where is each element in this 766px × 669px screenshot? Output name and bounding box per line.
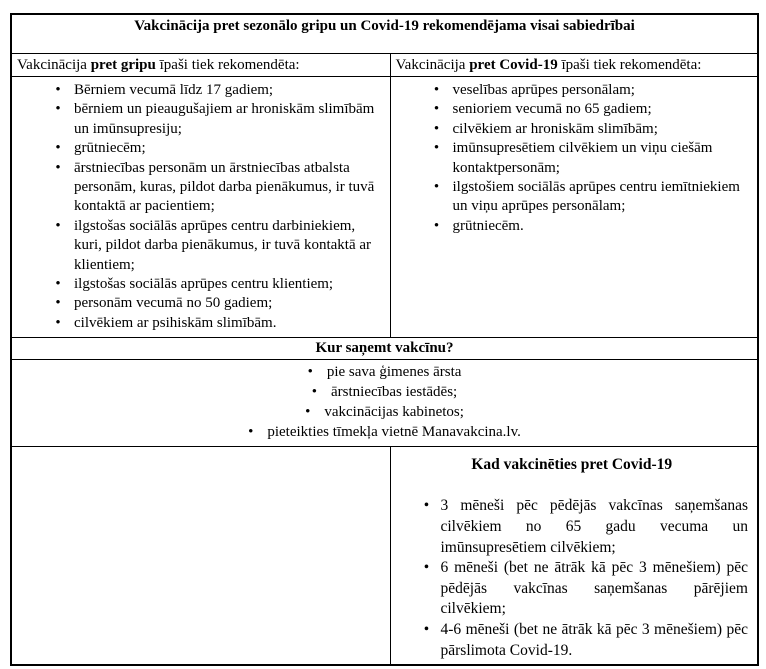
- list-item: [391, 100, 756, 119]
- page-title: Vakcinācija pret sezonālo gripu un Covid-19 rekomendējama visai sabiedrībai: [134, 18, 635, 34]
- bullet-icon: •: [55, 140, 61, 157]
- bullet-icon: •: [433, 120, 440, 137]
- when-section-cell: [390, 447, 758, 665]
- covid-header-suffix: īpaši tiek rekomendēta:: [557, 57, 702, 73]
- list-item-text: grūtniecēm.: [452, 217, 524, 234]
- flu-header-prefix: Vakcinācija: [17, 57, 91, 73]
- list-item-text: ārstniecības iestādēs;: [331, 384, 458, 401]
- list-item: [12, 423, 757, 443]
- flu-recommendations-cell: [11, 77, 390, 338]
- list-item: [12, 383, 757, 403]
- vaccination-info-table: [10, 13, 759, 666]
- when-section-title: Kad vakcinēties pret Covid-19: [471, 456, 673, 474]
- where-section-title: Kur saņemt vakcīnu?: [315, 340, 454, 357]
- list-item: [12, 217, 388, 275]
- covid-recommendations-list: [391, 81, 756, 236]
- bullet-icon: •: [433, 217, 440, 234]
- bullet-icon: •: [55, 159, 61, 176]
- where-section-title-cell: [11, 338, 758, 360]
- covid-recommendations-cell: [390, 77, 758, 338]
- flu-column-header: [11, 54, 390, 77]
- list-item-text: Bērniem vecumā līdz 17 gadiem;: [74, 82, 274, 98]
- list-item-text: 4-6 mēneši (bet ne ātrāk kā pēc 3 mēnešiem) pēc pārslimota Covid-19.: [440, 621, 748, 659]
- list-item-text: pie sava ģimenes ārsta: [326, 364, 462, 381]
- list-item-text: veselības aprūpes personālam;: [452, 82, 635, 98]
- list-item: [391, 496, 754, 558]
- list-item: [12, 363, 757, 383]
- table-title-cell: [11, 14, 758, 54]
- bullet-icon: •: [423, 621, 430, 639]
- list-item: [391, 120, 756, 139]
- bullet-icon: •: [55, 101, 61, 118]
- list-item-text: 3 mēneši pēc pēdējās vakcīnas saņemšanas cilvēkiem no 65 gadu vecuma un imūnsupresētiem cilvēkiem;: [440, 497, 748, 556]
- bullet-icon: •: [433, 140, 440, 157]
- list-item-text: pieteikties tīmekļa vietnē Manavakcina.lv.: [267, 423, 521, 440]
- list-item-text: senioriem vecumā no 65 gadiem;: [452, 101, 652, 118]
- list-item-text: ilgstošas sociālās aprūpes centru klientiem;: [74, 276, 334, 293]
- list-item: [12, 275, 388, 294]
- list-item-text: vakcinācijas kabinetos;: [324, 403, 464, 420]
- list-item: [391, 81, 756, 100]
- list-item: [12, 403, 757, 423]
- covid-column-header: [390, 54, 758, 77]
- list-item-text: cilvēkiem ar hroniskām slimībām;: [452, 120, 658, 137]
- empty-cell: [11, 447, 390, 665]
- list-item: [12, 294, 388, 313]
- list-item: [391, 620, 754, 661]
- bullet-icon: •: [55, 82, 61, 98]
- list-item-text: grūtniecēm;: [74, 140, 146, 157]
- bullet-icon: •: [433, 101, 440, 118]
- list-item: [12, 159, 388, 217]
- covid-header-bold: pret Covid-19: [469, 57, 558, 73]
- list-item-text: ilgstošas sociālās aprūpes centru darbiniekiem, kuri, pildot darba pienākumus, ir tuvā kontaktā ar klientiem;: [74, 217, 372, 273]
- list-item-text: ilgstošiem sociālās aprūpes centru iemītniekiem un viņu aprūpes personālam;: [452, 179, 740, 215]
- list-item: [391, 558, 754, 620]
- bullet-icon: •: [433, 82, 440, 98]
- list-item: [12, 100, 388, 139]
- list-item-text: ārstniecības personām un ārstniecības atbalsta personām, kuras, pildot darba pienākumus, ir tuvā kontaktā ar pacientiem;: [74, 159, 375, 215]
- bullet-icon: •: [55, 276, 61, 293]
- where-list-cell: [11, 360, 758, 447]
- bullet-icon: •: [423, 497, 430, 515]
- bullet-icon: •: [55, 295, 61, 312]
- bullet-icon: •: [311, 384, 318, 401]
- list-item-text: bērniem un pieaugušajiem ar hroniskām slimībām un imūnsupresiju;: [74, 101, 375, 137]
- list-item-text: personām vecumā no 50 gadiem;: [74, 295, 273, 312]
- flu-header-bold: pret gripu: [90, 57, 156, 73]
- bullet-icon: •: [433, 179, 440, 196]
- bullet-icon: •: [423, 559, 430, 577]
- list-item-text: 6 mēneši (bet ne ātrāk kā pēc 3 mēnešiem) pēc pēdējās vakcīnas saņemšanas pārējiem cilvēkiem;: [440, 559, 748, 618]
- bullet-icon: •: [307, 364, 313, 381]
- list-item: [391, 217, 756, 236]
- bullet-icon: •: [55, 217, 61, 234]
- flu-header-suffix: īpaši tiek rekomendēta:: [155, 57, 300, 73]
- flu-recommendations-list: [12, 81, 388, 333]
- where-to-get-list: [12, 363, 757, 442]
- bullet-icon: •: [55, 314, 61, 331]
- list-item: [391, 139, 756, 178]
- when-to-vaccinate-list: [391, 496, 754, 661]
- list-item: [12, 314, 388, 333]
- list-item-text: cilvēkiem ar psihiskām slimībām.: [74, 314, 277, 331]
- covid-header-prefix: Vakcinācija: [395, 57, 470, 73]
- bullet-icon: •: [305, 403, 311, 420]
- bullet-icon: •: [248, 423, 254, 440]
- list-item: [391, 178, 756, 217]
- list-item: [12, 81, 388, 100]
- list-item-text: imūnsupresētiem cilvēkiem un viņu ciešām kontaktpersonām;: [452, 140, 713, 176]
- list-item: [12, 139, 388, 158]
